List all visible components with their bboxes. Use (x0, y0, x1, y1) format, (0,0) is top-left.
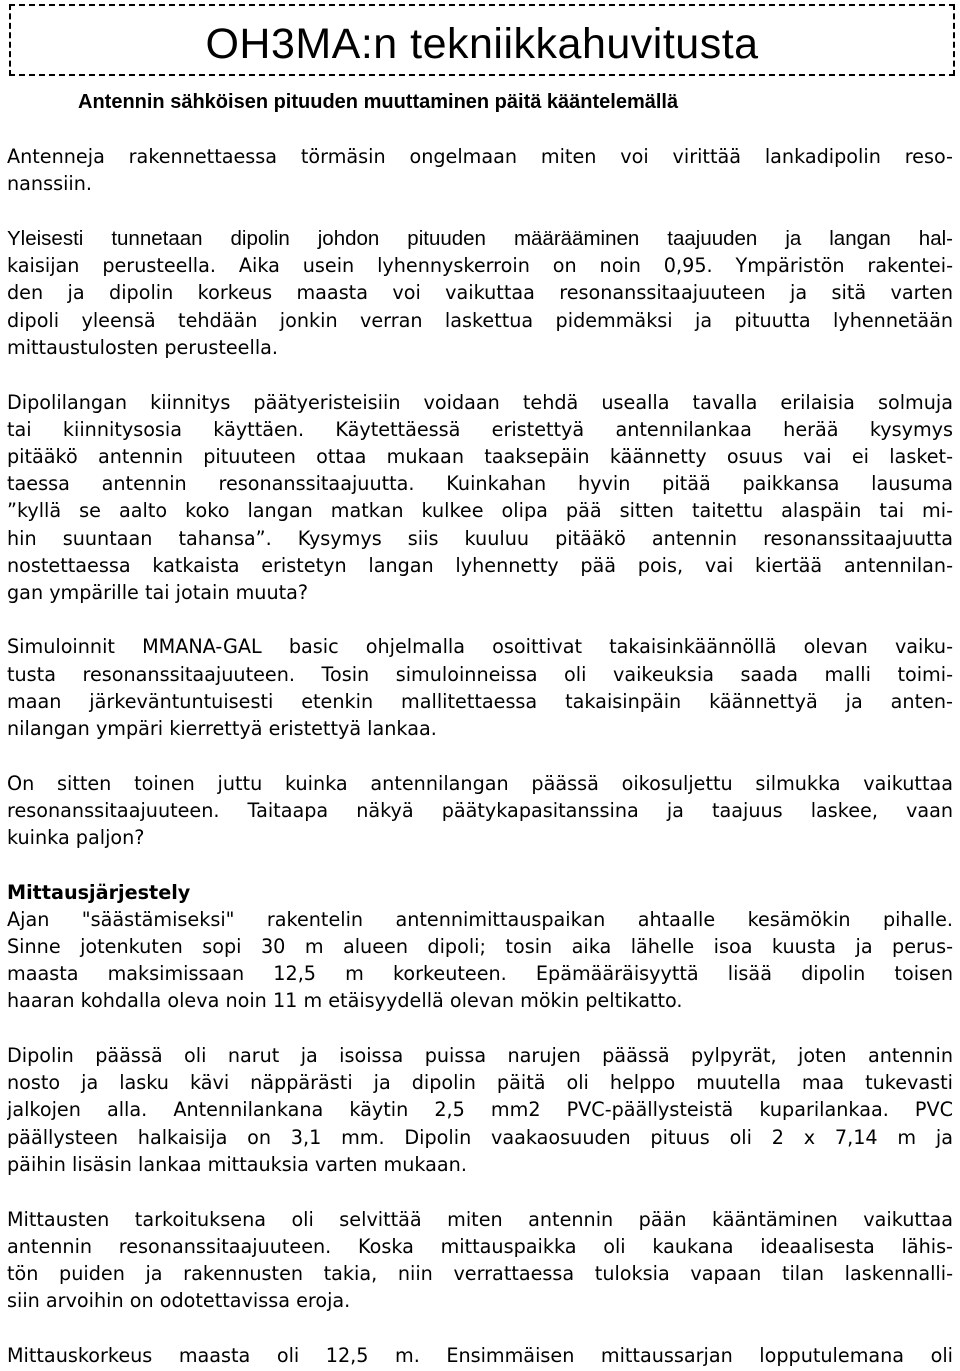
text-line: ”kyllä se aalto koko langan matkan kulkee olipa pää sitten taitettu alaspäin tai mi- (7, 499, 953, 522)
text-line: tön puiden ja rakennusten takia, niin verrattaessa tuloksia vapaan tilan laskennalli- (7, 1262, 953, 1285)
text-line: tai kiinnitysosia käyttäen. Käytettäessä eristettyä antennilankaa herää kysymys (7, 418, 953, 441)
text-line: päihin lisäsin lankaa mittauksia varten mukaan. (7, 1153, 467, 1176)
text-line: päällysteen halkaisija on 3,1 mm. Dipolin vaakaosuuden pituus oli 2 x 7,14 m ja (7, 1126, 953, 1149)
text-line: Ajan "säästämiseksi" rakentelin antennimittauspaikan ahtaalle kesämökin pihalle. (7, 908, 953, 931)
text-line: antennin resonanssitaajuuteen. Koska mittauspaikka oli kaukana ideaalisesta lähis- (7, 1235, 953, 1258)
text-line: nilangan ympäri kierrettyä eristettyä lankaa. (7, 717, 437, 740)
text-line: jalkojen alla. Antennilankana käytin 2,5 mm2 PVC-päällysteistä kuparilankaa. PVC (7, 1098, 953, 1121)
text-line: Sinne jotenkuten sopi 30 m alueen dipoli; tosin aika lähelle isoa kuusta ja perus- (7, 935, 953, 958)
text-line: taessa antennin resonanssitaajuutta. Kuinkahan hyvin pitää paikkansa lausuma (7, 472, 953, 495)
text-line: hin suuntaan tahansa”. Kysymys siis kuuluu pitääkö antennin resonanssitaajuutta (7, 527, 953, 550)
text-line: Mittauskorkeus maasta oli 12,5 m. Ensimmäisen mittaussarjan lopputulemana oli (7, 1344, 953, 1367)
text-line: siin arvoihin on odotettavissa eroja. (7, 1289, 351, 1312)
text-line: maasta maksimissaan 12,5 m korkeuteen. Epämääräisyyttä lisää dipolin toisen (7, 962, 953, 985)
text-line: kaisijan perusteella. Aika usein lyhennyskerroin on noin 0,95. Ympäristön rakentei- (7, 254, 953, 277)
text-line: maan järkeväntuntuisesti etenkin mallitettaessa takaisinpäin käännettyä ja anten- (7, 690, 953, 713)
text-line: nosto ja lasku kävi näppärästi ja dipolin päitä oli helppo muutella maa tukevasti (7, 1071, 953, 1094)
text-line: Simuloinnit MMANA-GAL basic ohjelmalla osoittivat takaisinkäännöllä olevan vaiku- (7, 635, 953, 658)
text-line: haaran kohdalla oleva noin 11 m etäisyydellä olevan mökin peltikatto. (7, 989, 683, 1012)
text-line: nostettaessa katkaista eristetyn langan lyhennetty pää pois, vai kiertää antennilan- (7, 554, 953, 577)
text-line: On sitten toinen juttu kuinka antennilangan päässä oikosuljettu silmukka vaikuttaa (7, 772, 953, 795)
text-line: pitääkö antennin pituuteen ottaa mukaan taaksepäin käännetty osuus vai ei lasket- (7, 445, 953, 468)
text-line: kuinka paljon? (7, 826, 145, 849)
text-line: mittaustulosten perusteella. (7, 336, 279, 359)
text-line: tusta resonanssitaajuuteen. Tosin simuloinneissa oli vaikeuksia saada malli toimi- (7, 663, 953, 686)
text-line: Mittausten tarkoituksena oli selvittää miten antennin pään kääntäminen vaikuttaa (7, 1208, 953, 1231)
text-line: Yleisesti tunnetaan dipolin johdon pituuden määrääminen taajuuden ja langan hal- (7, 227, 953, 250)
text-line: Dipolilangan kiinnitys päätyeristeisiin voidaan tehdä usealla tavalla erilaisia solmuja (7, 391, 953, 414)
text-line: dipoli yleensä tehdään jonkin verran laskettua pidemmäksi ja pituutta lyhennetään (7, 309, 953, 332)
text-line: resonanssitaajuuteen. Taitaapa näkyä päätykapasitanssina ja taajuus laskee, vaan (7, 799, 953, 822)
text-line: nanssiin. (7, 172, 92, 195)
text-line: den ja dipolin korkeus maasta voi vaikuttaa resonanssitaajuuteen ja sitä varten (7, 281, 953, 304)
section-heading: Mittausjärjestely (7, 881, 191, 904)
article-subtitle: Antennin sähköisen pituuden muuttaminen päitä kääntelemällä (78, 91, 679, 113)
text-line: Antenneja rakennettaessa törmäsin ongelmaan miten voi virittää lankadipolin reso- (7, 145, 953, 168)
title-banner (9, 4, 955, 76)
text-line: Dipolin päässä oli narut ja isoissa puissa narujen päässä pylpyrät, joten antennin (7, 1044, 953, 1067)
page-title: OH3MA:n tekniikkahuvitusta (205, 20, 759, 68)
text-line: gan ympärille tai jotain muuta? (7, 581, 309, 604)
